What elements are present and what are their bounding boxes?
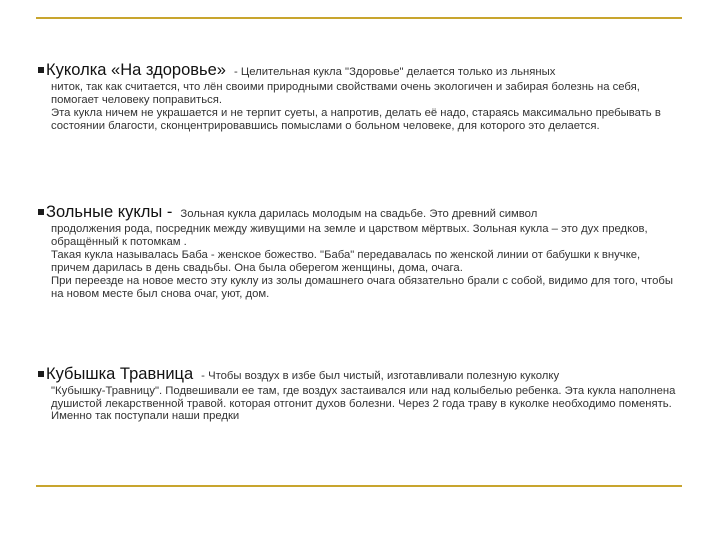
section-heading: Кубышка Травница	[46, 365, 194, 383]
paragraph: Такая кукла называлась Баба - женское божество. "Баба" передавалась по женской линии от бабушки к внучке, причем дарилась в день свадьбы. Она была оберегом женщины, дома, очага.	[51, 249, 641, 274]
bottom-divider	[36, 485, 682, 487]
square-bullet-icon	[38, 209, 44, 215]
section-intro: - Чтобы воздух в избе был чистый, изготавливали полезную куколку	[201, 370, 560, 382]
section-lead	[38, 62, 678, 81]
paragraph: продолжения рода, посредник между живущими на земле и царством мёртвых. Зольная кукла – это дух предков, обращённый к потомкам .	[51, 223, 648, 248]
section-health-doll	[38, 62, 678, 132]
section-body	[51, 81, 678, 132]
square-bullet-icon	[38, 67, 44, 73]
section-ash-dolls	[38, 204, 678, 301]
section-intro: Зольная кукла дарилась молодым на свадьбе. Это древний символ	[180, 208, 538, 220]
top-divider	[36, 17, 682, 19]
section-body	[51, 223, 678, 301]
paragraph: "Кубышку-Травницу". Подвешивали ее там, где воздух застаивался или над колыбелью ребенка. Эта кукла наполнена душистой лекарственной травой. которая отгонит духов болезни. Через 2 года траву в куколке необходимо поменять. Именно так поступали наши предки	[51, 385, 676, 423]
section-intro: - Целительная кукла "Здоровье" делается только из льняных	[233, 66, 556, 78]
section-body	[51, 385, 678, 423]
section-herb-doll	[38, 366, 678, 423]
paragraph: ниток, так как считается, что лён своими природными свойствами очень экологичен и забирая болезнь на себя, помогает человеку поправиться.	[51, 81, 640, 106]
paragraph: Эта кукла ничем не украшается и не терпит суеты, а напротив, делать её надо, стараясь максимально пребывать в состоянии благости, сконцентрировавшись помыслами о больном человеке, для которого это делается.	[51, 107, 661, 132]
section-lead	[38, 366, 678, 385]
square-bullet-icon	[38, 371, 44, 377]
section-heading: Куколка «На здоровье»	[46, 61, 226, 79]
paragraph: При переезде на новое место эту куклу из золы домашнего очага обязательно брали с собой, видимо для того, чтобы на новом месте был снова очаг, уют, дом.	[51, 275, 673, 300]
section-lead	[38, 204, 678, 223]
section-heading: Зольные куклы -	[46, 203, 173, 221]
